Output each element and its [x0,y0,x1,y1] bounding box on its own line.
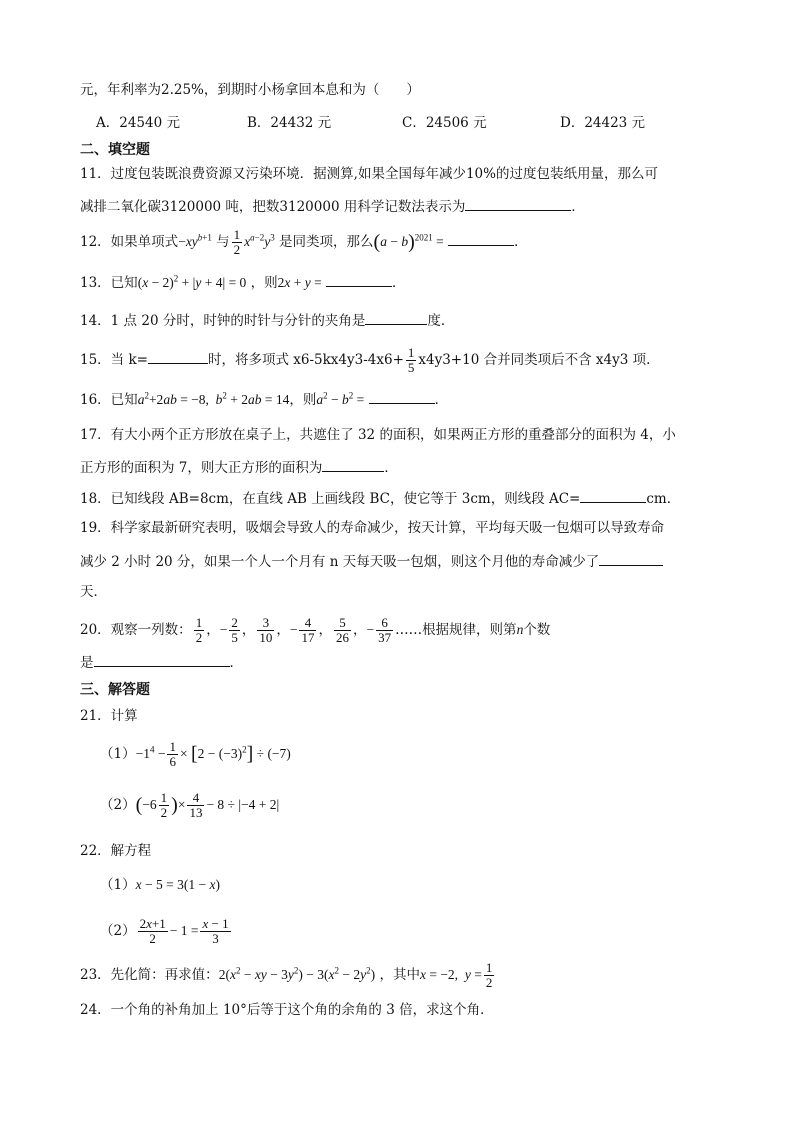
question-24: 24．一个角的补角加上 10°后等于这个角的余角的 3 倍，求这个角． [80,1002,494,1018]
answer-blank [148,349,208,364]
question-15: 15．当 k= 时，将多项式 x6-5kx4y3-4x6+ $\frac{1}{5}$ x4y3+10 合并同类项后不含 x4y3 项. [80,345,651,375]
section-solve-heading: 三、解答题 [80,682,150,698]
answer-blank [322,457,384,472]
question-10-continuation: 元，年利率为2.25%，到期时小杨拿回本息和为（ ） [80,82,420,98]
question-21-part-1: $(1)-1^4$ − $\frac{1}{6}$ × $[2 - (-3)^2] \div (-7)$ [100,739,291,769]
option-d: D．24423 元 [560,115,646,131]
question-19-line-1: 19．科学家最新研究表明，吸烟会导致人的寿命减少，按天计算，平均每天吸一包烟可以导致寿命 [80,520,665,536]
answer-blank [448,231,514,246]
section-fill-in-heading: 二、填空题 [80,142,150,158]
question-20-line-2: 是 ． [80,652,243,673]
answer-blank [580,488,646,503]
question-16: 16．已知$a^2+2ab = -8$, $b^2 + 2ab = 14$，则$a^2 - b^2$ = ． [80,390,449,408]
question-19-line-3: 天． [80,584,107,600]
answer-blank [94,652,230,667]
question-22: 22．解方程 [80,843,152,859]
answer-blank [599,551,663,566]
question-18: 18．已知线段 AB=8cm，在直线 AB 上画线段 BC，使它等于 3cm，则线段 AC= cm． [80,488,680,509]
question-13: 13．已知$(x - 2)^2 + |y + 4| = 0$ ，则2x + y = ． [80,273,406,291]
option-c: C．24506 元 [402,115,487,131]
answer-blank [369,389,435,404]
question-22-part-1: （1）x − 5 = 3(1 − x) [100,877,220,893]
option-b: B．24432 元 [247,115,332,131]
question-22-part-2: （2） $\frac{2x+1}{2}$ − 1 = $\frac{x - 1}{3}$ [100,916,229,946]
question-17-line-2: 正方形的面积为 7，则大正方形的面积为 ． [80,457,398,478]
option-a: A．24540 元 [96,115,180,131]
question-19-line-2: 减少 2 小时 20 分，如果一个人一个月有 n 天每天吸一包烟，则这个月他的寿命减少了 [80,551,663,572]
question-20: 20．观察一列数： $\frac{1}{2}$ ，− $\frac{2}{5}$ ， $\frac{3}{10}$ ，− $\frac{4}{17}$ ， $\frac{5}{26}$ ，− $\frac{6}{37}$ ……根据规律，则第n个数 [80,615,551,645]
question-21-part-2: （2）(−6 $\frac{1}{2}$ )× $\frac{4}{13}$ − 8 ÷ |−4 + 2| [100,790,280,820]
answer-blank [365,310,427,325]
answer-blank [465,196,571,211]
question-14: 14．1 点 20 分时，时钟的时针与分针的夹角是 度． [80,310,454,331]
question-11-line-2: 减排二氧化碳3120000 吨，把数3120000 用科学记数法表示为 ． [80,196,585,217]
question-17-line-1: 17．有大小两个正方形放在桌子上，共遮住了 32 的面积，如果两正方形的重叠部分的面积为 4，小 [80,427,676,443]
answer-blank [326,272,392,287]
question-11-line-1: 11．过度包装既浪费资源又污染环境．据测算,如果全国每年减少10%的过度包装纸用量，那么可 [80,166,658,182]
question-21: 21．计算 [80,708,138,724]
question-23: 23．先化简：再求值：$2(x^2$ − xy − $3y^2) - 3(x^2 - 2y^2)$ ，其中x = −2, y = $\frac{1}{2}$ [80,960,493,990]
question-12: 12．如果单项式$-xy^{b+1}$ 与 $\frac{1}{2}$ $x^{a-2}y^3$ 是同类项，那么$(a - b)^{2021}$ = ． [80,227,528,257]
